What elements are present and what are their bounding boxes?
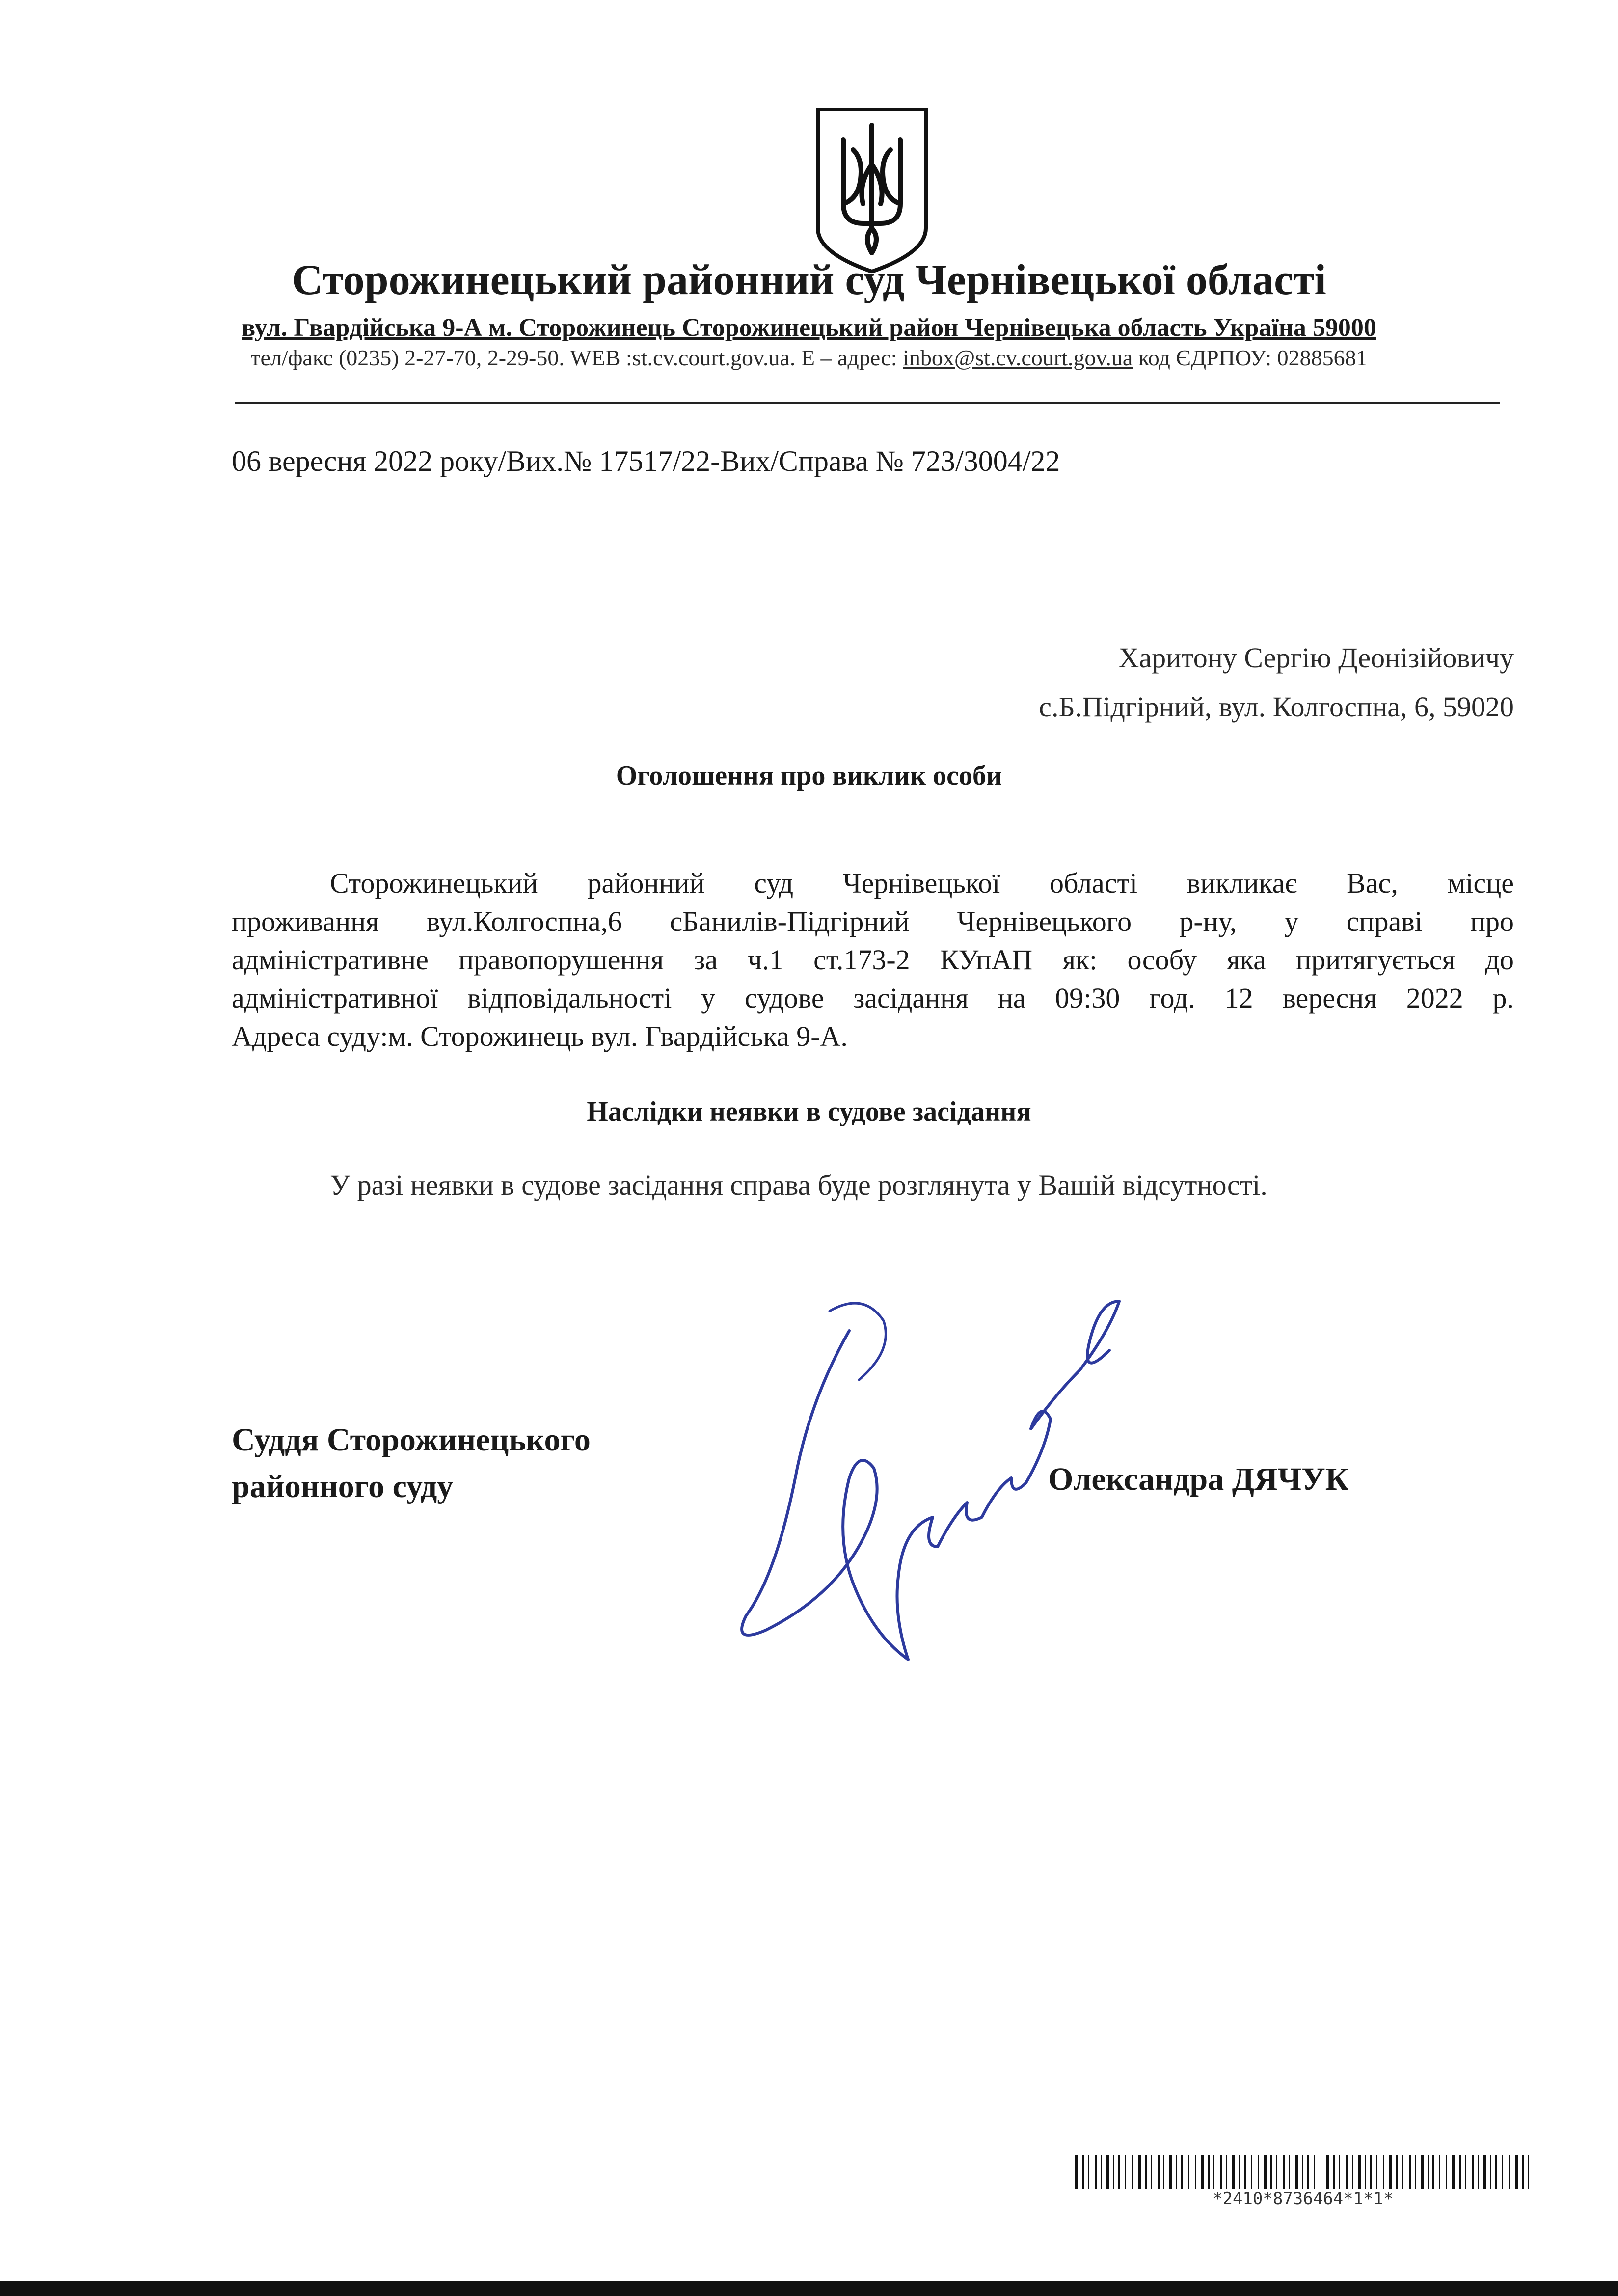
barcode-bar bbox=[1163, 2155, 1164, 2189]
barcode-bar bbox=[1352, 2155, 1353, 2189]
barcode-text: *2410*8736464*1*1* bbox=[1213, 2189, 1394, 2209]
recipient-block bbox=[1039, 633, 1514, 732]
barcode-bar bbox=[1307, 2155, 1309, 2189]
barcode-bar bbox=[1251, 2155, 1252, 2189]
notice-heading: Оголошення про виклик особи bbox=[616, 761, 1002, 791]
barcode-bar bbox=[1326, 2155, 1329, 2189]
barcode-bar bbox=[1258, 2155, 1259, 2189]
barcode-bar bbox=[1528, 2155, 1529, 2189]
barcode-bar bbox=[1452, 2155, 1455, 2189]
judge-title bbox=[232, 1417, 591, 1510]
barcode-bar bbox=[1314, 2155, 1315, 2189]
notice-line: Сторожинецький районний суд Чернівецької області викликає Вас, місце bbox=[330, 867, 1514, 899]
barcode-bar bbox=[1201, 2155, 1204, 2189]
scan-edge bbox=[0, 2281, 1618, 2296]
barcode-bar bbox=[1346, 2155, 1348, 2189]
barcode-bar bbox=[1244, 2155, 1246, 2189]
barcode-bar bbox=[1239, 2155, 1240, 2189]
barcode-bar bbox=[1483, 2155, 1486, 2189]
barcode-bar bbox=[1106, 2155, 1109, 2189]
barcode-bar bbox=[1502, 2155, 1503, 2189]
barcode-bar bbox=[1118, 2155, 1120, 2189]
barcode-bar bbox=[1383, 2155, 1384, 2189]
barcode-bar bbox=[1220, 2155, 1222, 2189]
barcode-bar bbox=[1195, 2155, 1196, 2189]
barcode-bar bbox=[1226, 2155, 1227, 2189]
barcode-bar bbox=[1158, 2155, 1160, 2189]
barcode-bar bbox=[1208, 2155, 1210, 2189]
barcode-bar bbox=[1295, 2155, 1298, 2189]
barcode-bar bbox=[1446, 2155, 1447, 2189]
barcode-bar bbox=[1264, 2155, 1267, 2189]
barcode-bar bbox=[1515, 2155, 1518, 2189]
barcode-bar bbox=[1439, 2155, 1440, 2189]
recipient-name: Харитону Сергію Деонізійовичу bbox=[1118, 642, 1514, 674]
barcode-bar bbox=[1509, 2155, 1510, 2189]
barcode-bar bbox=[1101, 2155, 1102, 2189]
barcode-bar bbox=[1421, 2155, 1424, 2189]
notice-body bbox=[232, 864, 1514, 1056]
barcode-bar bbox=[1283, 2155, 1285, 2189]
barcode-bar bbox=[1402, 2155, 1403, 2189]
header-divider bbox=[235, 402, 1500, 404]
barcode-bar bbox=[1370, 2155, 1372, 2189]
barcode bbox=[1075, 2155, 1537, 2189]
notice-line: адміністративне правопорушення за ч.1 ст.173-2 КУпАП як: особу яка притягується до bbox=[232, 944, 1514, 976]
barcode-bar bbox=[1270, 2155, 1272, 2189]
barcode-bar bbox=[1428, 2155, 1429, 2189]
barcode-bar bbox=[1276, 2155, 1277, 2189]
barcode-bar bbox=[1075, 2155, 1078, 2189]
consequences-text: У разі неявки в судове засідання справа буде розглянута у Вашій відсутності. bbox=[330, 1169, 1267, 1201]
barcode-bar bbox=[1132, 2155, 1133, 2189]
barcode-bar bbox=[1389, 2155, 1392, 2189]
outgoing-reference: 06 вересня 2022 року/Вих.№ 17517/22-Вих/Справа № 723/3004/22 bbox=[232, 445, 1060, 477]
barcode-bar bbox=[1095, 2155, 1097, 2189]
court-name: Сторожинецький районний суд Чернівецької області bbox=[292, 256, 1326, 304]
barcode-bar bbox=[1232, 2155, 1235, 2189]
barcode-bar bbox=[1151, 2155, 1152, 2189]
notice-line: проживання вул.Колгоспна,6 сБанилів-Підгірний Чернівецького р-ну, у справі про bbox=[232, 905, 1514, 937]
barcode-bar bbox=[1302, 2155, 1303, 2189]
barcode-bar bbox=[1415, 2155, 1416, 2189]
barcode-bar bbox=[1522, 2155, 1524, 2189]
court-address: вул. Гвардійська 9-А м. Сторожинець Сторожинецький район Чернівецька область Україна 59000 bbox=[242, 314, 1376, 342]
barcode-bar bbox=[1472, 2155, 1474, 2189]
barcode-bar bbox=[1459, 2155, 1461, 2189]
barcode-bar bbox=[1176, 2155, 1177, 2189]
court-email: inbox@st.cv.court.gov.ua bbox=[903, 345, 1133, 370]
barcode-bar bbox=[1376, 2155, 1377, 2189]
barcode-bar bbox=[1365, 2155, 1366, 2189]
barcode-bar bbox=[1333, 2155, 1335, 2189]
contacts-suffix: код ЄДРПОУ: 02885681 bbox=[1133, 345, 1368, 370]
barcode-bar bbox=[1088, 2155, 1089, 2189]
barcode-bar bbox=[1188, 2155, 1189, 2189]
barcode-bar bbox=[1432, 2155, 1434, 2189]
consequences-heading: Наслідки неявки в судове засідання bbox=[587, 1096, 1031, 1127]
judge-name: Олександра ДЯЧУК bbox=[1048, 1461, 1349, 1497]
barcode-bar bbox=[1113, 2155, 1114, 2189]
barcode-bar bbox=[1490, 2155, 1491, 2189]
barcode-bar bbox=[1145, 2155, 1147, 2189]
barcode-bar bbox=[1181, 2155, 1183, 2189]
barcode-bar bbox=[1169, 2155, 1172, 2189]
judge-title-line: районного суду bbox=[232, 1469, 454, 1504]
trident-coat-of-arms-icon bbox=[814, 106, 930, 275]
barcode-bar bbox=[1339, 2155, 1340, 2189]
barcode-bar bbox=[1478, 2155, 1479, 2189]
barcode-bar bbox=[1465, 2155, 1466, 2189]
judge-title-line: Суддя Сторожинецького bbox=[232, 1422, 591, 1458]
barcode-bar bbox=[1138, 2155, 1141, 2189]
contacts-prefix: тел/факс (0235) 2-27-70, 2-29-50. WEB :st.cv.court.gov.ua. E – адрес: bbox=[250, 345, 903, 370]
court-contacts bbox=[0, 345, 1618, 371]
barcode-bar bbox=[1082, 2155, 1084, 2189]
notice-line: Адреса суду:м. Сторожинець вул. Гвардійська 9-А. bbox=[232, 1020, 848, 1052]
barcode-bar bbox=[1125, 2155, 1126, 2189]
barcode-bar bbox=[1495, 2155, 1497, 2189]
recipient-address: с.Б.Підгірний, вул. Колгоспна, 6, 59020 bbox=[1039, 691, 1514, 723]
barcode-bar bbox=[1409, 2155, 1411, 2189]
notice-line: адміністративної відповідальності у судове засідання на 09:30 год. 12 вересня 2022 р. bbox=[232, 982, 1514, 1014]
barcode-bar bbox=[1358, 2155, 1361, 2189]
barcode-bar bbox=[1396, 2155, 1398, 2189]
barcode-bar bbox=[1289, 2155, 1290, 2189]
